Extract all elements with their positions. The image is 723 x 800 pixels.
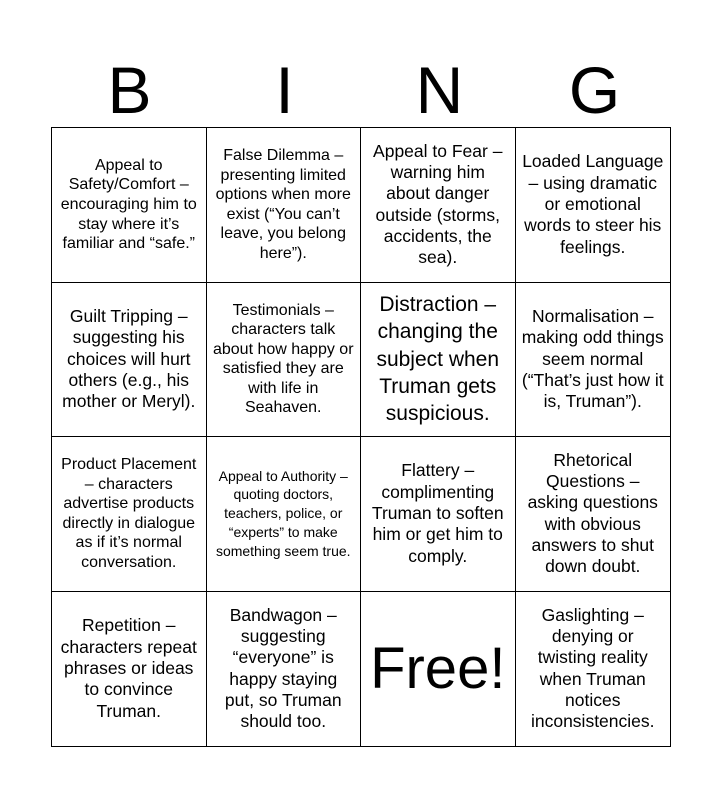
bingo-card-grid [51, 127, 671, 747]
bingo-cell-testimonials[interactable]: Testimonials – characters talk about how happy or satisfied they are with life in Seahaven. [207, 283, 362, 438]
bingo-cell-loaded-language[interactable]: Loaded Language – using dramatic or emotional words to steer his feelings. [516, 128, 671, 283]
header-letter-i: I [275, 53, 294, 127]
bingo-cell-normalisation[interactable]: Normalisation – making odd things seem normal (“That’s just how it is, Truman”). [516, 283, 671, 438]
bingo-cell-distraction[interactable]: Distraction – changing the subject when Truman gets suspicious. [361, 283, 516, 438]
bingo-cell-appeal-to-authority[interactable]: Appeal to Authority – quoting doctors, teachers, police, or “experts” to make something seem true. [207, 437, 362, 592]
bingo-cell-appeal-to-safety[interactable]: Appeal to Safety/Comfort – encouraging him to stay where it’s familiar and “safe.” [52, 128, 207, 283]
header-letter-n: N [415, 53, 464, 127]
bingo-header [52, 52, 672, 128]
bingo-cell-rhetorical-questions[interactable]: Rhetorical Questions – asking questions with obvious answers to shut down doubt. [516, 437, 671, 592]
bingo-cell-product-placement[interactable]: Product Placement – characters advertise products directly in dialogue as if it’s normal conversation. [52, 437, 207, 592]
bingo-cell-gaslighting[interactable]: Gaslighting – denying or twisting reality when Truman notices inconsistencies. [530, 604, 655, 732]
header-letter-b: B [107, 53, 152, 127]
bingo-cell-false-dilemma[interactable]: False Dilemma – presenting limited options when more exist (“You can’t leave, you belong here”). [207, 128, 362, 283]
bingo-cell-repetition[interactable]: Repetition – characters repeat phrases or ideas to convince Truman. [52, 592, 207, 747]
bingo-cell-free-space[interactable]: Free! [361, 592, 516, 747]
bingo-cell-appeal-to-fear[interactable]: Appeal to Fear – warning him about danger outside (storms, accidents, the sea). [361, 128, 516, 283]
header-letter-g: G [568, 53, 621, 127]
bingo-cell-bandwagon[interactable]: Bandwagon – suggesting “everyone” is happy staying put, so Truman should too. [207, 592, 362, 747]
bingo-cell-flattery[interactable]: Flattery – complimenting Truman to soften him or get him to comply. [361, 437, 516, 592]
bingo-cell-guilt-tripping[interactable]: Guilt Tripping – suggesting his choices will hurt others (e.g., his mother or Meryl). [52, 283, 207, 438]
